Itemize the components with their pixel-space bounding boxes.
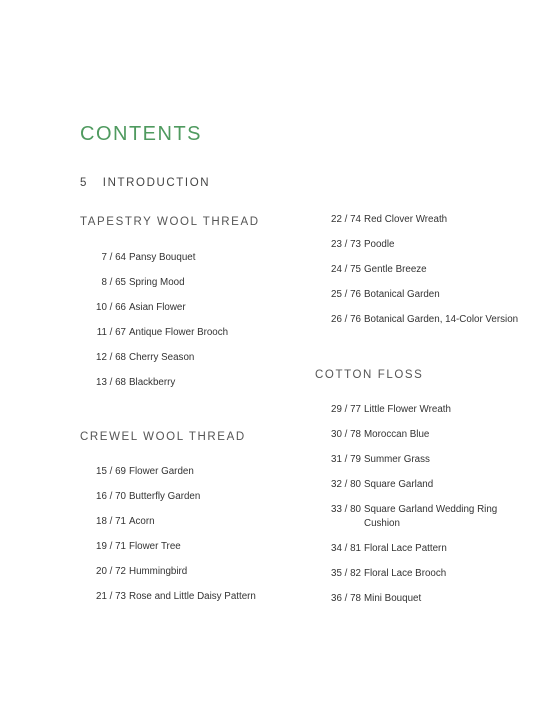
entry-pages: 10 / 66 (96, 302, 126, 313)
entry-pages: 29 / 77 (331, 404, 361, 415)
entry-pages: 11 / 67 (96, 327, 126, 338)
introduction-page: 5 (80, 177, 88, 189)
entry-name: Asian Flower (129, 302, 186, 313)
entry-pages: 21 / 73 (96, 591, 126, 602)
entry-pages: 26 / 76 (331, 314, 361, 325)
entry-name: Flower Garden (129, 466, 194, 477)
entry-pages: 12 / 68 (96, 352, 126, 363)
entry-name: Flower Tree (129, 541, 181, 552)
entry-pages: 20 / 72 (96, 566, 126, 577)
entry-name: Poodle (364, 239, 395, 250)
entry-name: Rose and Little Daisy Pattern (129, 591, 256, 602)
entry-name: Square Garland Wedding Ring Cushion (364, 504, 498, 529)
entry-name: Butterfly Garden (129, 491, 201, 502)
entry-name: Square Garland (364, 479, 434, 490)
entry-name: Floral Lace Pattern (364, 543, 447, 554)
entry-pages: 31 / 79 (331, 454, 361, 465)
entry-pages: 19 / 71 (96, 541, 126, 552)
entry-pages: 35 / 82 (331, 568, 361, 579)
entry-pages: 30 / 78 (331, 429, 361, 440)
entry-name: Botanical Garden (364, 289, 440, 300)
entry-name: Acorn (129, 516, 155, 527)
entry-pages: 8 / 65 (101, 277, 126, 288)
entry-name: Spring Mood (129, 277, 185, 288)
entry-name: Cherry Season (129, 352, 195, 363)
entry-name: Botanical Garden, 14-Color Version (364, 314, 519, 325)
section-title-cotton-floss: COTTON FLOSS (315, 369, 424, 381)
entry-name: Pansy Bouquet (129, 252, 196, 263)
entry-name: Little Flower Wreath (364, 404, 451, 415)
entry-pages: 24 / 75 (331, 264, 361, 275)
entry-name: Mini Bouquet (364, 593, 422, 604)
entry-name: Blackberry (129, 377, 176, 388)
entry-name: Moroccan Blue (364, 429, 430, 440)
introduction-label: INTRODUCTION (102, 177, 211, 189)
entry-pages: 25 / 76 (331, 289, 361, 300)
entry-pages: 36 / 78 (331, 593, 361, 604)
introduction-entry (80, 177, 210, 189)
entry-pages: 33 / 80 (331, 504, 361, 515)
entry-pages: 23 / 73 (331, 239, 361, 250)
entry-pages: 7 / 64 (101, 252, 126, 263)
entry-name: Red Clover Wreath (364, 214, 448, 225)
entry-name: Antique Flower Brooch (129, 327, 229, 338)
page-title: CONTENTS (80, 123, 202, 146)
entry-name: Hummingbird (129, 566, 188, 577)
entry-pages: 13 / 68 (96, 377, 126, 388)
entry-name: Summer Grass (364, 454, 430, 465)
section-title-crewel-wool: CREWEL WOOL THREAD (80, 431, 246, 443)
entry-name: Gentle Breeze (364, 264, 427, 275)
entry-pages: 34 / 81 (331, 543, 361, 554)
entry-pages: 22 / 74 (331, 214, 361, 225)
entry-pages: 32 / 80 (331, 479, 361, 490)
entry-pages: 18 / 71 (96, 516, 126, 527)
entry-pages: 16 / 70 (96, 491, 126, 502)
entry-name: Floral Lace Brooch (364, 568, 447, 579)
entry-pages: 15 / 69 (96, 466, 126, 477)
section-title-tapestry-wool: TAPESTRY WOOL THREAD (80, 216, 260, 228)
